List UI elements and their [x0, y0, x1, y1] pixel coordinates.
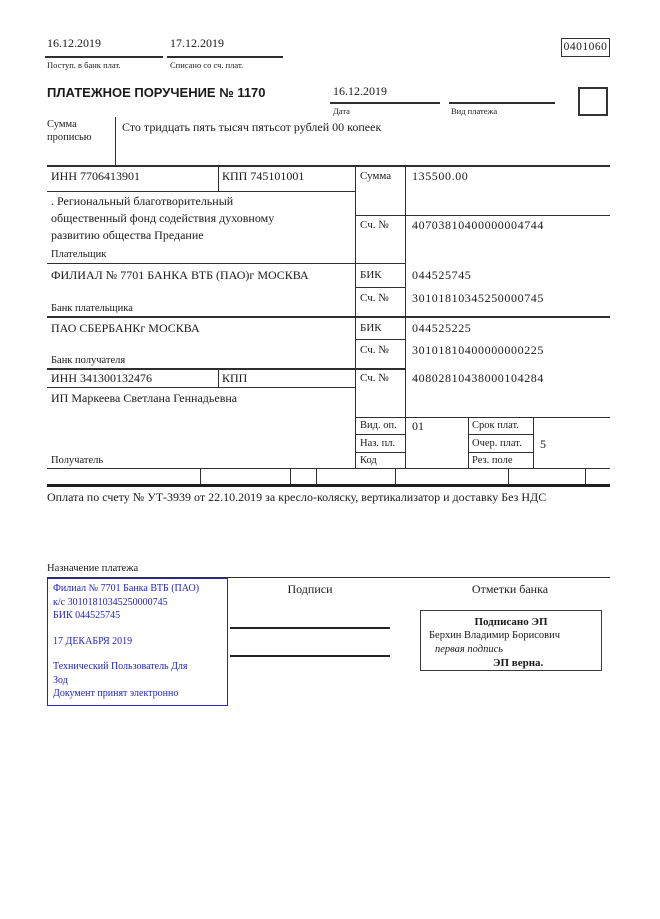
code-label: Код: [360, 455, 377, 466]
stamp-status: Документ принят электронно: [53, 688, 179, 699]
table-line: [290, 468, 291, 484]
payer-name-line: развитию общества Предание: [51, 228, 204, 242]
table-line: [47, 263, 405, 264]
bank-marks-title: Отметки банка: [471, 582, 549, 596]
table-line: [355, 434, 405, 435]
esignature-title: Подписано ЭП: [474, 616, 548, 628]
table-line: [355, 452, 405, 453]
bank-stamp: [47, 578, 228, 706]
payer-section-label: Плательщик: [51, 249, 107, 260]
table-line: [218, 165, 219, 192]
table-line: [47, 191, 355, 192]
table-line: [533, 417, 534, 468]
table-line: [47, 165, 610, 167]
payer-bank-name: ФИЛИАЛ № 7701 БАНКА ВТБ (ПАО)г МОСКВА: [51, 268, 309, 282]
payer-kpp: КПП 745101001: [222, 169, 305, 183]
priority-value: 5: [540, 437, 546, 451]
payment-purpose-label: Назначение платежа: [47, 563, 139, 574]
reserve-field-label: Рез. поле: [472, 455, 513, 466]
table-line: [200, 468, 201, 484]
table-line: [395, 468, 396, 484]
payer-account-label: Сч. №: [360, 219, 389, 231]
amount-words-label-2: прописью: [47, 132, 92, 143]
due-date-label: Срок плат.: [472, 420, 519, 431]
priority-label: Очер. плат.: [472, 438, 522, 449]
op-type-value: 01: [412, 419, 424, 433]
esignature-signer: Берхин Владимир Борисович: [429, 630, 560, 641]
amount-in-words: Сто тридцать пять тысяч пятьсот рублей 00 копеек: [122, 120, 382, 134]
stamp-spacer: [53, 623, 222, 635]
stamp-corr-account: к/с 30101810345250000745: [53, 596, 168, 608]
received-in-bank-label: Поступ. в банк плат.: [47, 60, 121, 70]
payee-name: ИП Маркеева Светлана Геннадьевна: [51, 391, 238, 405]
table-line: [355, 165, 356, 468]
amount-words-label-1: Сумма: [47, 119, 77, 130]
sum-label: Сумма: [360, 170, 392, 182]
table-line: [47, 484, 610, 487]
table-line: [47, 368, 405, 370]
purpose-code-label: Наз. пл.: [360, 438, 396, 449]
payer-bank-account-label: Сч. №: [360, 292, 389, 304]
table-line: [355, 339, 405, 340]
payer-name-line: общественный фонд содействия духовному: [51, 211, 275, 225]
table-line: [355, 417, 610, 418]
signatures-title: Подписи: [287, 582, 333, 596]
divider-line: [330, 102, 440, 104]
payee-inn: ИНН 341300132476: [51, 371, 152, 385]
table-line: [355, 215, 610, 216]
table-line: [355, 287, 405, 288]
payer-bank-bik: 044525745: [412, 268, 472, 282]
payer-inn: ИНН 7706413901: [51, 169, 140, 183]
table-line: [47, 468, 610, 469]
esignature-verified: ЭП верна.: [493, 657, 544, 669]
table-line: [508, 468, 509, 484]
table-line: [468, 417, 469, 468]
document-title: ПЛАТЕЖНОЕ ПОРУЧЕНИЕ № 1170: [47, 85, 266, 100]
stamp-date: 17 ДЕКАБРЯ 2019: [53, 635, 133, 647]
payee-bank-account-label: Сч. №: [360, 344, 389, 356]
divider-line: [45, 56, 163, 58]
payer-bank-account: 30101810345250000745: [412, 291, 544, 305]
esignature-box: [420, 610, 602, 671]
payee-bank-name: ПАО СБЕРБАНКг МОСКВА: [51, 321, 200, 335]
payment-type-checkbox: [578, 87, 608, 116]
payee-bank-bik: 044525225: [412, 321, 472, 335]
payer-bank-bik-label: БИК: [360, 269, 382, 281]
table-line: [585, 468, 586, 484]
payee-bank-bik-label: БИК: [360, 322, 382, 334]
payee-section-label: Получатель: [51, 455, 104, 466]
document-date: 16.12.2019: [333, 84, 387, 98]
divider-line: [167, 56, 283, 58]
payee-account: 40802810438000104284: [412, 371, 544, 385]
form-code-box: 0401060: [561, 38, 610, 57]
stamp-user-line: Технический Пользователь Для: [53, 661, 188, 672]
esignature-type: первая подпись: [435, 644, 504, 655]
table-line: [316, 468, 317, 484]
signature-line: [230, 655, 390, 657]
payee-kpp-label: КПП: [222, 371, 248, 385]
stamp-user-line: Зод: [53, 674, 68, 686]
table-line: [218, 368, 219, 387]
op-type-label: Вид. оп.: [360, 420, 397, 431]
payment-type-label: Вид платежа: [451, 106, 498, 116]
payee-bank-section-label: Банк получателя: [51, 355, 126, 366]
divider-line: [115, 117, 116, 165]
stamp-spacer: [53, 648, 222, 660]
payment-purpose-text: Оплата по счету № УТ-3939 от 22.10.2019 за кресло-коляску, вертикализатор и доставку Без НДС: [47, 490, 547, 504]
payer-bank-section-label: Банк плательщика: [51, 303, 133, 314]
payee-bank-account: 30101810400000000225: [412, 343, 544, 357]
table-line: [405, 165, 406, 468]
payer-name-line: . Региональный благотворительный: [51, 194, 234, 208]
signature-line: [230, 627, 390, 629]
table-line: [468, 452, 533, 453]
payee-account-label: Сч. №: [360, 372, 389, 384]
debited-date: 17.12.2019: [170, 36, 224, 50]
table-line: [47, 316, 610, 318]
debited-label: Списано со сч. плат.: [170, 60, 244, 70]
date-label: Дата: [333, 106, 350, 116]
sum-value: 135500.00: [412, 169, 469, 183]
payer-account: 40703810400000004744: [412, 218, 544, 232]
received-in-bank-date: 16.12.2019: [47, 36, 101, 50]
stamp-bik: БИК 044525745: [53, 610, 121, 621]
table-line: [47, 387, 355, 388]
table-line: [468, 434, 533, 435]
stamp-bank-name: Филиал № 7701 Банка ВТБ (ПАО): [53, 583, 200, 594]
divider-line: [449, 102, 555, 104]
